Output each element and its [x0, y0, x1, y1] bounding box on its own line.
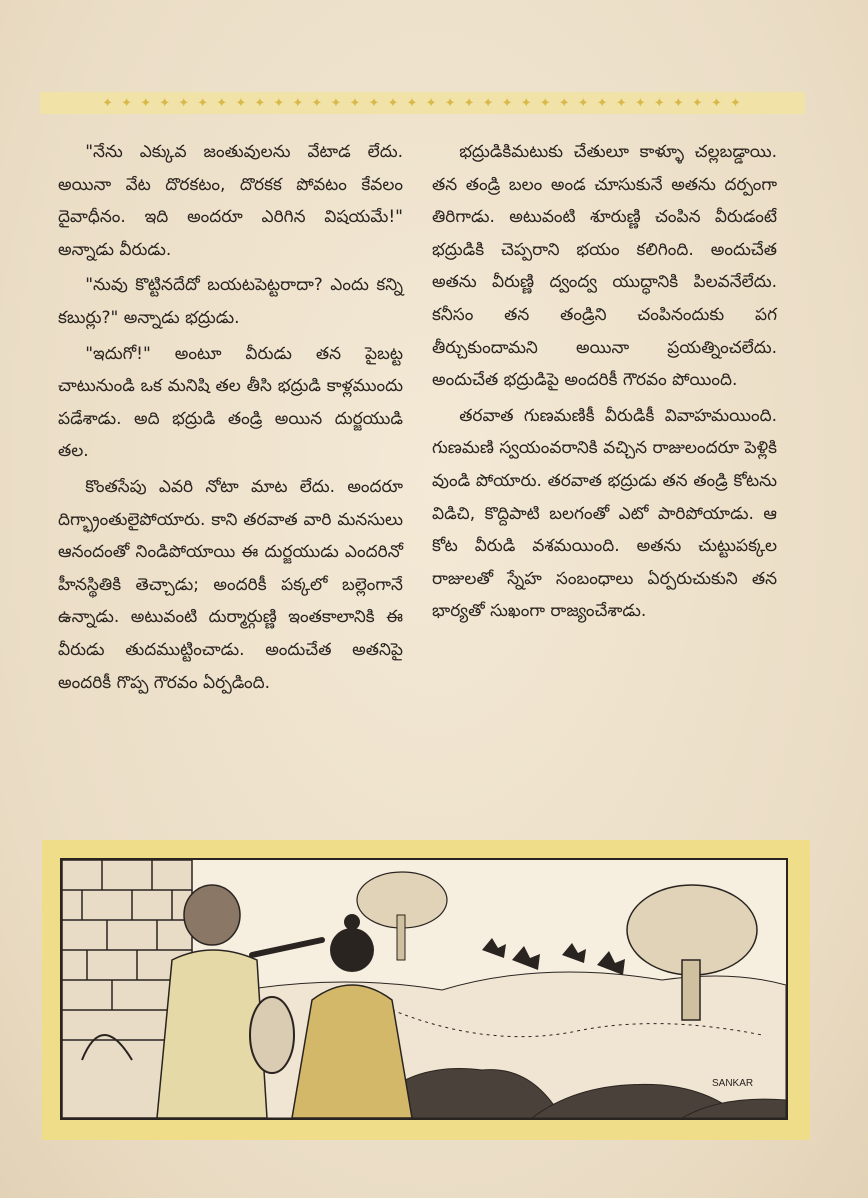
- paragraph: కొంతసేపు ఎవరి నోటా మాట లేదు. అందరూ దిగ్భ్రాంతులైపోయారు. కాని తరవాత వారి మనసులు ఆనందంతో నిండిపోయాయి ఈ దుర్జయుడు ఎందరినో హీనస్థితికి తెచ్చాడు; అందరికీ పక్కలో బల్లెంగానే ఉన్నాడు. అటువంటి దుర్మార్గుణ్ణి ఇంతకాలానికి ఈ వీరుడు తుదముట్టించాడు. అందుచేత అతనిపై అందరికీ గొప్ప గౌరవం ఏర్పడింది.: [58, 476, 403, 693]
- right-column: [432, 136, 777, 628]
- paragraph: భద్రుడికిమటుకు చేతులూ కాళ్ళూ చల్లబడ్డాయి. తన తండ్రి బలం అండ చూసుకునే అతను దర్పంగా తిరిగాడు. అటువంటి శూరుణ్ణి చంపిన వీరుడంటే భద్రుడికి చెప్పరాని భయం కలిగింది. అందుచేత అతను వీరుణ్ణి ద్వంద్వ యుద్ధానికి పిలవనేలేదు. కనీసం తన తండ్రిని చంపినందుకు పగ తీర్చుకుందామని అయినా ప్రయత్నించలేదు. అందుచేత భద్రుడిపై అందరికీ గౌరవం పోయింది.: [432, 142, 777, 391]
- illustration: [60, 858, 788, 1120]
- paragraph: "ఇదుగో!" అంటూ వీరుడు తన పైబట్ట చాటునుండి ఒక మనిషి తల తీసి భద్రుడి కాళ్లముందు పడేశాడు. అది భద్రుడి తండ్రి అయిన దుర్జయుడి తల.: [58, 343, 403, 462]
- paragraph: "నువు కొట్టినదేదో బయటపెట్టరాదా? ఎందు కన్ని కబుర్లు?" అన్నాడు భద్రుడు.: [58, 275, 403, 328]
- artist-signature: SANKAR: [712, 1078, 754, 1089]
- paragraph: తరవాత గుణమణికీ వీరుడికీ వివాహమయింది. గుణమణి స్వయంవరానికి వచ్చిన రాజులందరూ పెళ్లికి వుండి పోయారు. తరవాత భద్రుడు తన తండ్రి కోటను విడిచి, కొద్దిపాటి బలగంతో ఎటో పారిపోయాడు. ఆ కోట వీరుడి వశమయింది. అతను చుట్టుపక్కల రాజులతో స్నేహ సంబంధాలు ఏర్పరుచుకుని తన భార్యతో సుఖంగా రాజ్యంచేశాడు.: [432, 405, 777, 622]
- paragraph: "నేను ఎక్కువ జంతువులను వేటాడ లేదు. అయినా వేట దొరకటం, దొరకక పోవటం కేవలం దైవాధీనం. ఇది అందరూ ఎరిగిన విషయమే!" అన్నాడు వీరుడు.: [58, 142, 403, 260]
- decorative-border: ✦ ✦ ✦ ✦ ✦ ✦ ✦ ✦ ✦ ✦ ✦ ✦ ✦ ✦ ✦ ✦ ✦ ✦ ✦ ✦ ✦ ✦ ✦ ✦ ✦ ✦ ✦ ✦ ✦ ✦ ✦ ✦ ✦ ✦: [40, 92, 805, 114]
- left-column: [58, 136, 403, 699]
- illustration-drawing: [62, 860, 786, 1118]
